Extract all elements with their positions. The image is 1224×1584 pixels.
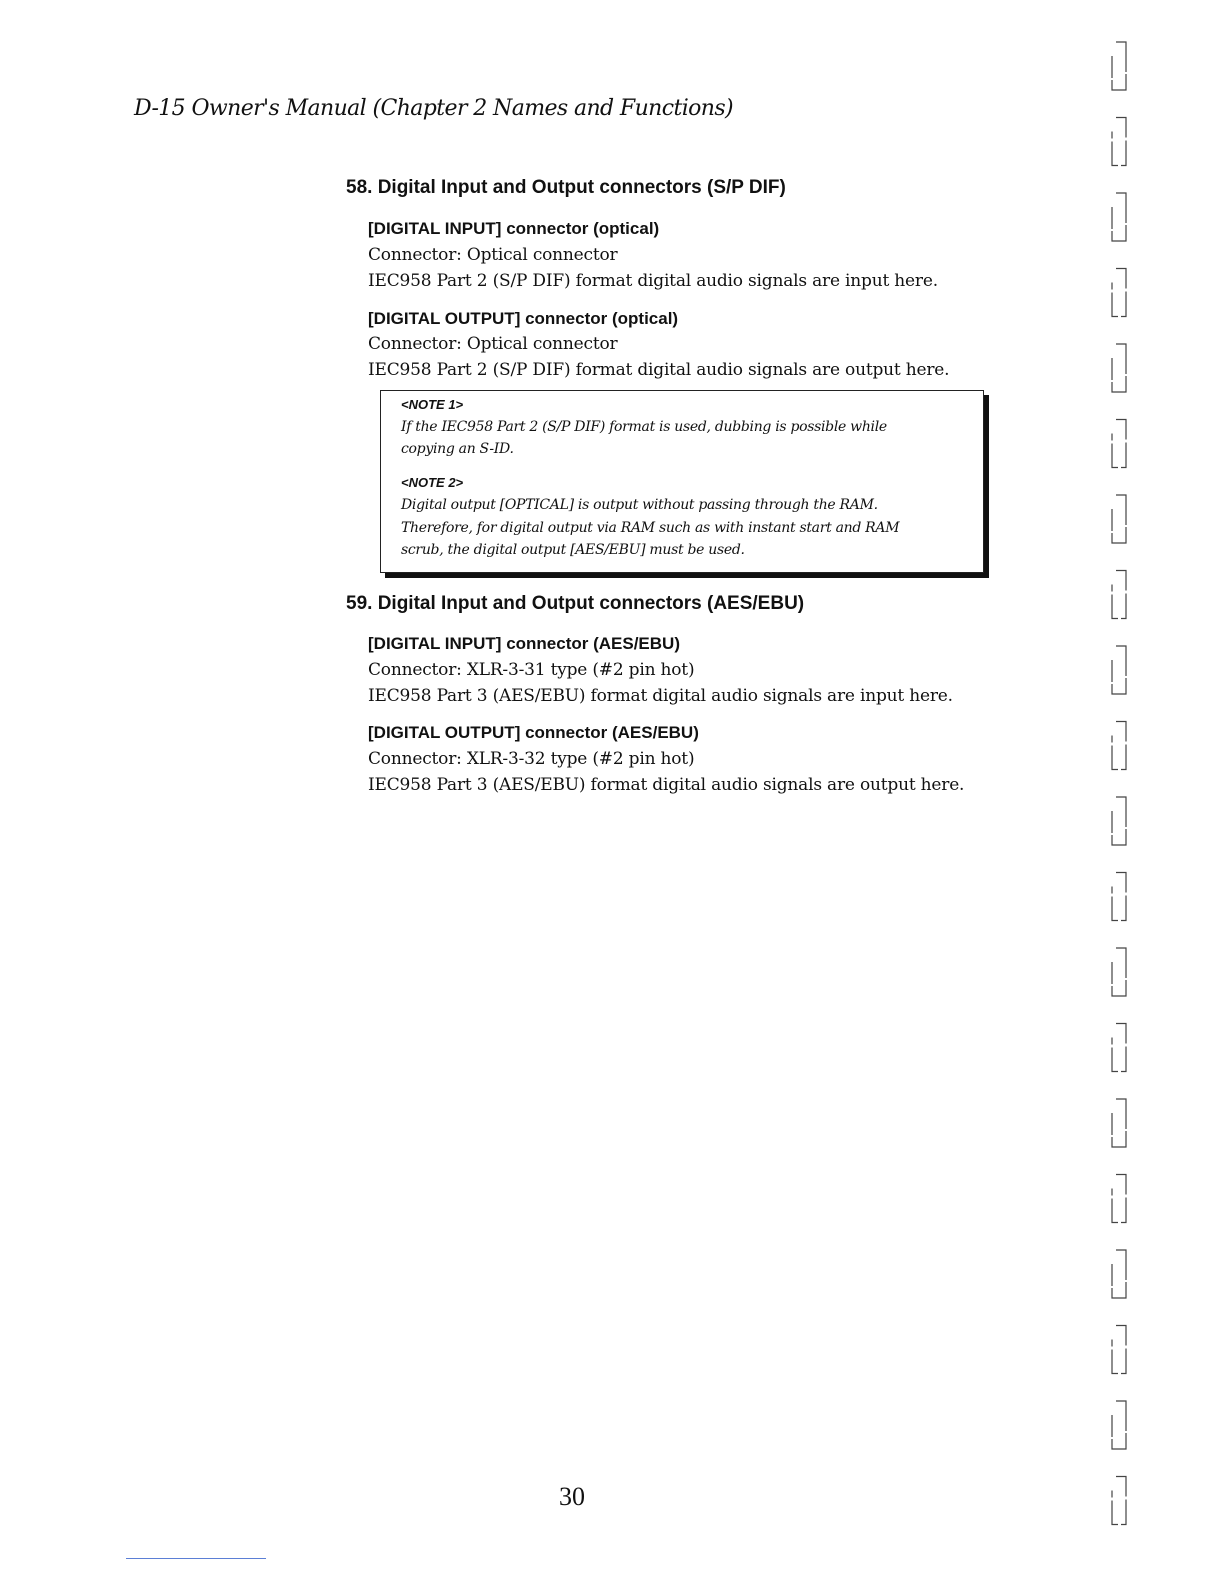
note-2-line: Therefore, for digital output via RAM such as with instant start and RAM [401, 520, 900, 536]
binding-mark [1112, 1099, 1126, 1147]
binding-mark [1112, 344, 1126, 392]
note-box [380, 390, 984, 573]
section-58-output-description: IEC958 Part 2 (S/P DIF) format digital audio signals are output here. [368, 360, 950, 380]
binding-mark [1112, 873, 1126, 921]
binding-mark [1112, 797, 1126, 845]
note-2-label: <NOTE 2> [401, 475, 464, 490]
section-58-output-heading: [DIGITAL OUTPUT] connector (optical) [368, 309, 679, 328]
note-1-label: <NOTE 1> [401, 397, 464, 412]
binding-mark [1112, 646, 1126, 694]
section-58-input-connector: Connector: Optical connector [368, 245, 618, 265]
page-header: D-15 Owner's Manual (Chapter 2 Names and Functions) [134, 96, 734, 121]
binding-mark [1112, 571, 1126, 619]
section-59-input-description: IEC958 Part 3 (AES/EBU) format digital audio signals are input here. [368, 686, 953, 706]
page-number: 30 [559, 1482, 585, 1511]
binding-mark [1112, 722, 1126, 770]
binding-mark [1112, 193, 1126, 241]
binding-mark [1112, 495, 1126, 543]
binding-mark [1112, 1250, 1126, 1298]
section-59-output-connector: Connector: XLR-3-32 type (#2 pin hot) [368, 749, 695, 769]
binding-mark [1112, 1477, 1126, 1525]
binding-mark [1112, 1401, 1126, 1449]
section-58-heading: 58. Digital Input and Output connectors (S/P DIF) [346, 177, 786, 198]
binding-edge-marks [1110, 36, 1134, 1546]
section-59-output-heading: [DIGITAL OUTPUT] connector (AES/EBU) [368, 723, 699, 742]
binding-mark [1112, 118, 1126, 166]
binding-mark [1112, 269, 1126, 317]
section-58-input-description: IEC958 Part 2 (S/P DIF) format digital audio signals are input here. [368, 271, 938, 291]
section-59-output-description: IEC958 Part 3 (AES/EBU) format digital audio signals are output here. [368, 775, 965, 795]
section-58-input-heading: [DIGITAL INPUT] connector (optical) [368, 219, 660, 238]
note-2-line: scrub, the digital output [AES/EBU] must be used. [401, 542, 745, 558]
binding-mark [1112, 1024, 1126, 1072]
binding-mark [1112, 420, 1126, 468]
section-59-input-connector: Connector: XLR-3-31 type (#2 pin hot) [368, 660, 695, 680]
footer-rule [126, 1558, 266, 1559]
note-1-line: If the IEC958 Part 2 (S/P DIF) format is used, dubbing is possible while [401, 419, 887, 435]
note-1-line: copying an S-ID. [401, 441, 514, 457]
section-58-output-connector: Connector: Optical connector [368, 334, 618, 354]
binding-mark [1112, 1326, 1126, 1374]
binding-mark [1112, 42, 1126, 90]
note-2-line: Digital output [OPTICAL] is output without passing through the RAM. [401, 497, 878, 513]
binding-mark [1112, 948, 1126, 996]
section-59-heading: 59. Digital Input and Output connectors (AES/EBU) [346, 593, 805, 614]
binding-mark [1112, 1175, 1126, 1223]
section-59-input-heading: [DIGITAL INPUT] connector (AES/EBU) [368, 634, 680, 653]
